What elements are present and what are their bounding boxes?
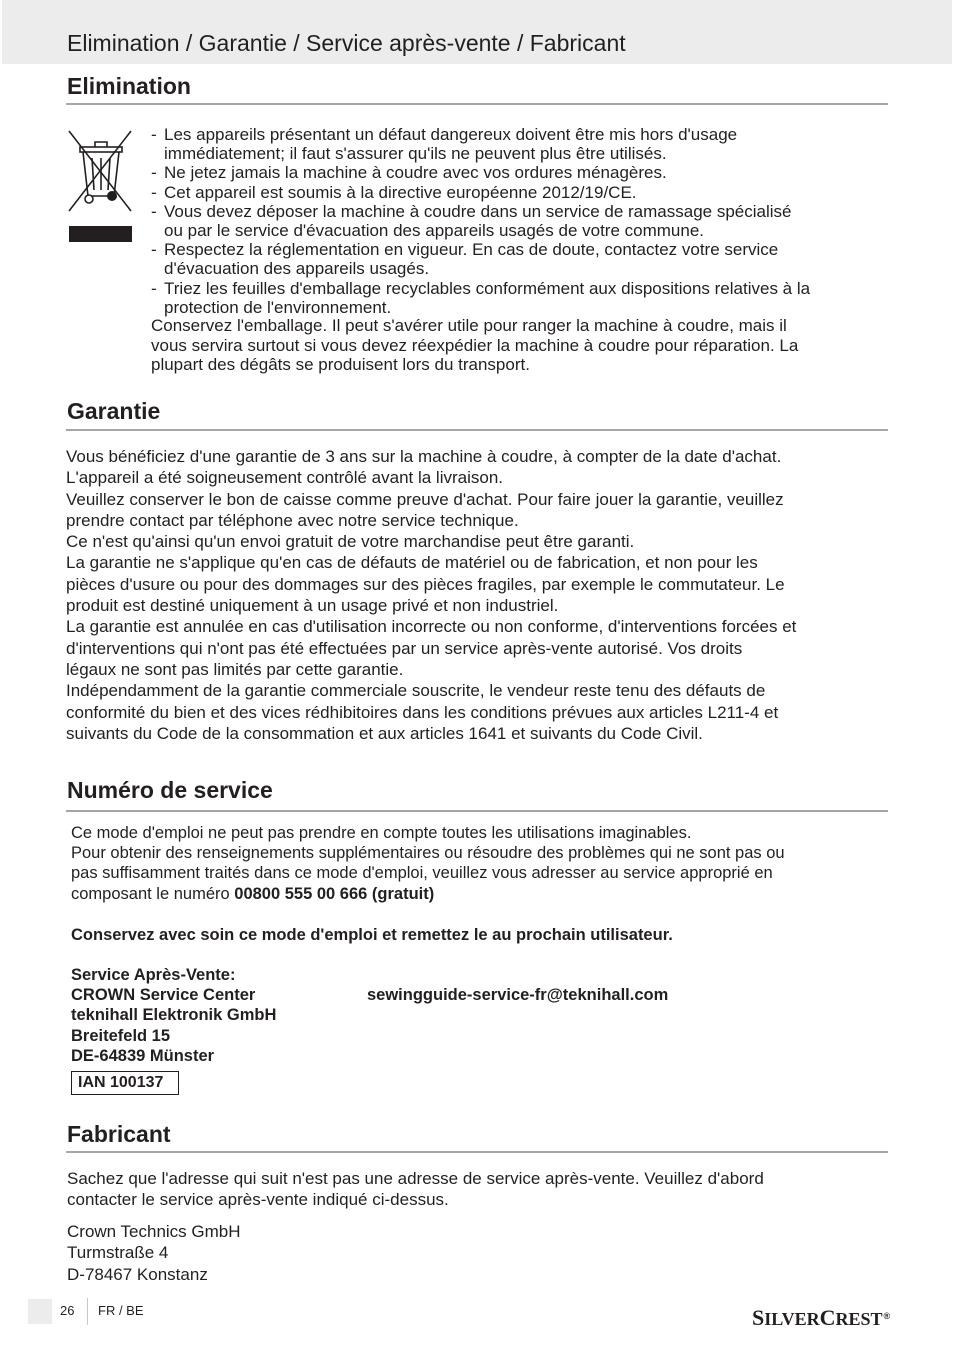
list-item: - Respectez la réglementation en vigueur. En cas de doute, contactez votre service d'évacuation des appareils usagés. bbox=[151, 240, 779, 279]
elimination-heading: Elimination bbox=[67, 73, 191, 99]
service-address: Service Après-Vente: CROWN Service Center teknihall Elektronik GmbH Breitefeld 15 DE-64839 Münster bbox=[71, 966, 277, 1065]
garantie-text: Vous bénéficiez d'une garantie de 3 ans sur la machine à coudre, à compter de la date d'achat. L'appareil a été soigneusement contrôlé avant la livraison. Veuillez conserver le bon de caisse comme preuve d'achat. Pour faire jouer la garantie, veuillez prendre contact par téléphone avec notre service technique. Ce n'est qu'ainsi qu'un envoi gratuit de votre marchandise peut être garanti. La garantie ne s'applique qu'en cas de défauts de matériel ou de fabrication, et non pour les pièces d'usure ou pour des dommages sur des pièces fragiles, par exemple le commutateur. Le produit est destiné uniquement à un usage privé et non industriel. La garantie est annulée en cas d'utilisation incorrecte ou non conforme, d'interventions forcées et d'interventions qui n'ont pas été effectuées par un service après-vente autorisé. Vos droits légaux ne sont pas limités par cette garantie. Indépendamment de la garantie commerciale souscrite, le vendeur reste tenu des défauts de conformité du bien et des vices rédhibitoires dans les conditions prévues aux articles L211-4 et suivants du Code de la consommation et aux articles 1641 et suivants du Code Civil. bbox=[66, 447, 797, 743]
garantie-rule bbox=[66, 429, 888, 431]
service-phone-number: 00800 555 00 666 (gratuit) bbox=[234, 884, 435, 903]
crossed-out-wheelie-bin-icon bbox=[66, 128, 134, 214]
fabricant-text: Sachez que l'adresse qui suit n'est pas une adresse de service après-vente. Veuillez d'abord contacter le service après-vente indiqué ci-dessus. bbox=[67, 1169, 764, 1210]
service-email: sewingguide-service-fr@teknihall.com bbox=[367, 986, 669, 1004]
fabricant-rule bbox=[66, 1151, 888, 1153]
keep-manual-notice: Conservez avec soin ce mode d'emploi et remettez le au prochain utilisateur. bbox=[71, 926, 673, 944]
fabricant-heading: Fabricant bbox=[67, 1121, 171, 1147]
page-number: 26 bbox=[60, 1303, 75, 1318]
elimination-paragraph: Conservez l'emballage. Il peut s'avérer utile pour ranger la machine à coudre, mais il vous servira surtout si vous devez réexpédier la machine à coudre pour réparation. La plupart des dégâts se produisent lors du transport. bbox=[151, 316, 799, 374]
elimination-rule bbox=[66, 103, 888, 105]
list-item: - Ne jetez jamais la machine à coudre avec vos ordures ménagères. bbox=[151, 163, 667, 183]
fabricant-address: Crown Technics GmbH Turmstraße 4 D-78467 Konstanz bbox=[67, 1222, 241, 1284]
footer-divider bbox=[87, 1298, 88, 1325]
list-item: - Les appareils présentant un défaut dangereux doivent être mis hors d'usage immédiatement; il faut s'assurer qu'ils ne peuvent plus être utilisés. bbox=[151, 125, 738, 164]
service-text: Ce mode d'emploi ne peut pas prendre en compte toutes les utilisations imaginables. Pour obtenir des renseignements supplémentaires ou résoudre des problèmes qui ne sont pas ou pas suffisamment traités dans ce mode d'emploi, veuillez vous adresser au service approprié en composant le numéro 00800 555 00 666 (gratuit) bbox=[71, 824, 785, 903]
silvercrest-logo: SILVERCREST® bbox=[752, 1305, 891, 1330]
service-heading: Numéro de service bbox=[67, 777, 273, 803]
page-header-title: Elimination / Garantie / Service après-vente / Fabricant bbox=[67, 30, 626, 56]
list-item: - Triez les feuilles d'emballage recyclables conformément aux dispositions relatives à la protection de l'environnement. bbox=[151, 278, 811, 317]
list-item: - Cet appareil est soumis à la directive européenne 2012/19/CE. bbox=[151, 182, 637, 202]
footer-tab-marker bbox=[28, 1299, 52, 1324]
ian-badge: IAN 100137 bbox=[71, 1071, 179, 1095]
footer-locale: FR / BE bbox=[98, 1303, 144, 1318]
garantie-heading: Garantie bbox=[67, 398, 161, 424]
service-rule bbox=[66, 810, 888, 812]
list-item: - Vous devez déposer la machine à coudre dans un service de ramassage spécialisé ou par le service d'évacuation des appareils usagés de votre commune. bbox=[151, 201, 792, 241]
elimination-bullet-list bbox=[151, 125, 891, 317]
weee-bar-marker bbox=[69, 226, 132, 242]
